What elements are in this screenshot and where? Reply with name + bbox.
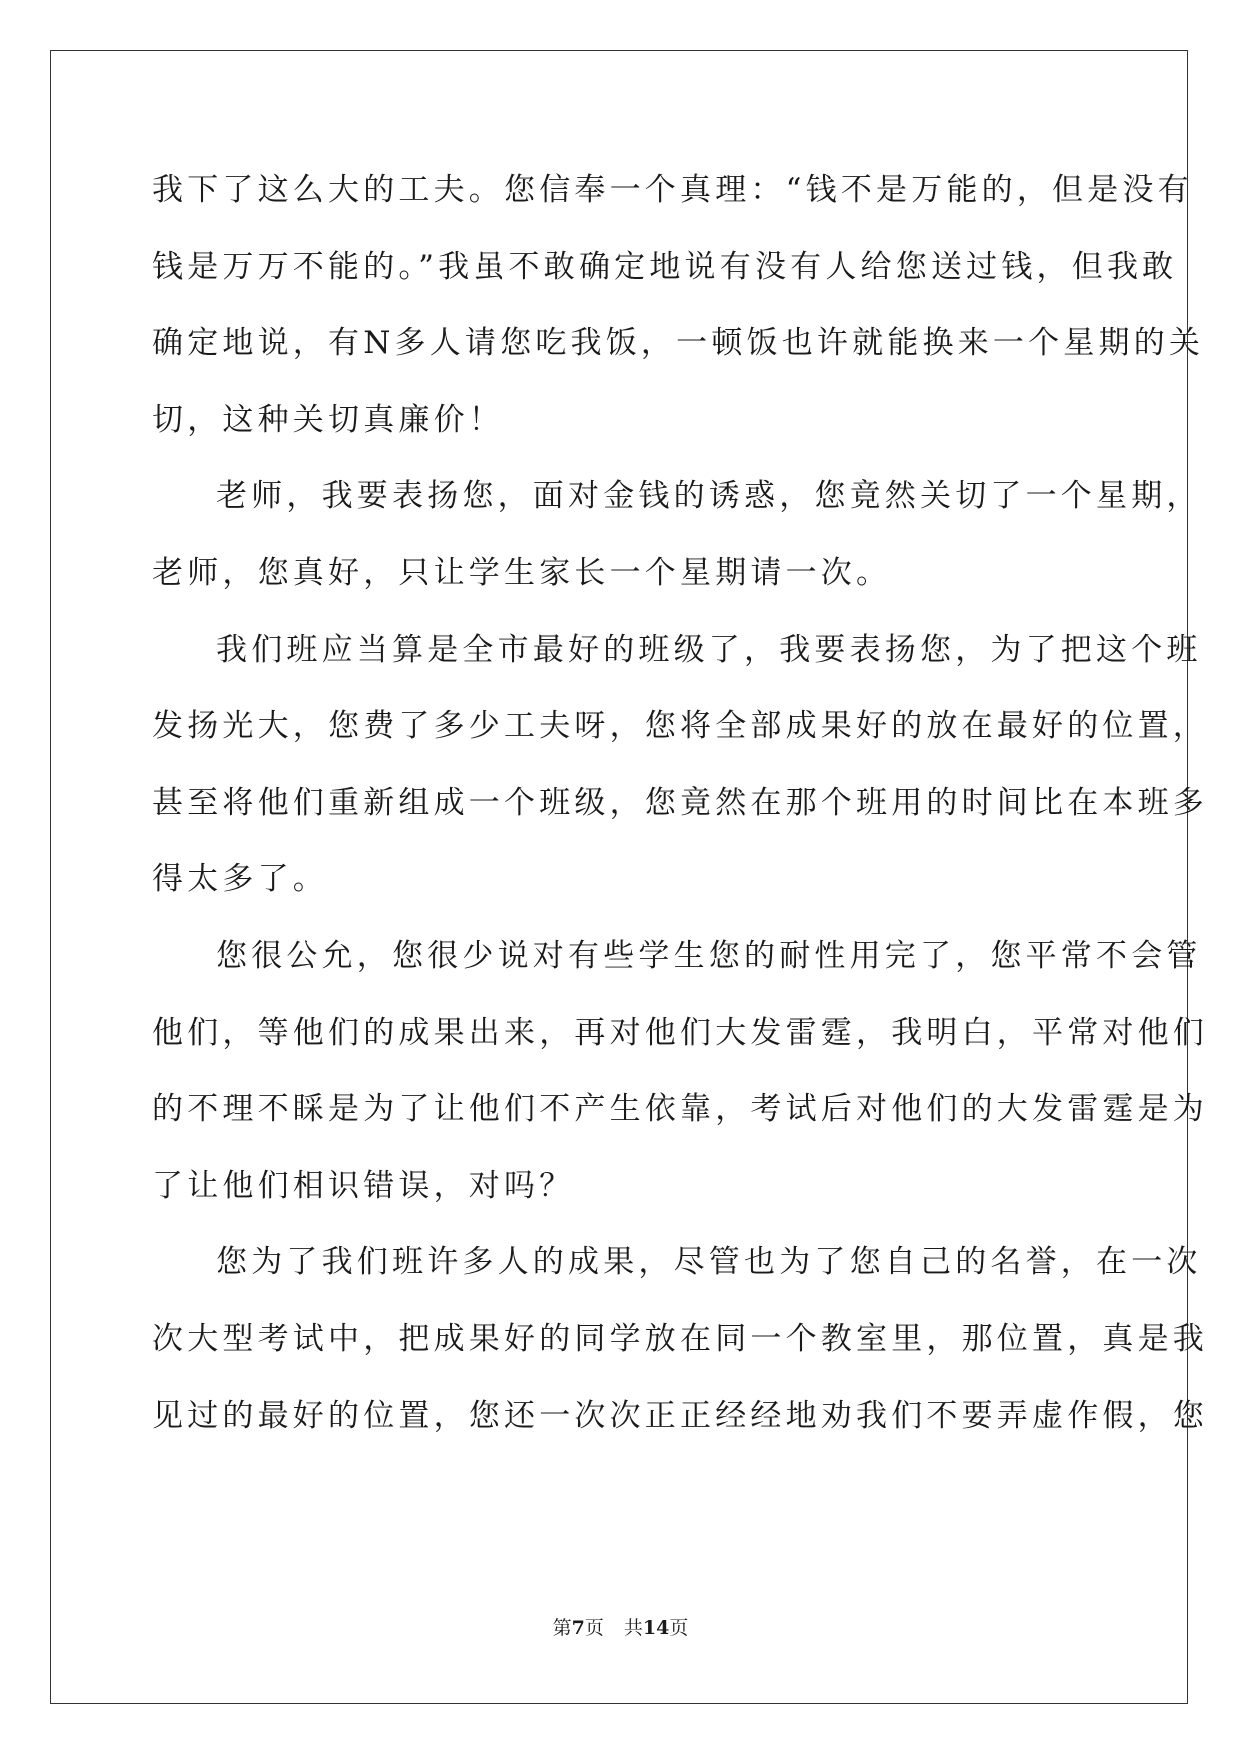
total-prefix: 共	[623, 1617, 643, 1639]
text-line: 得太多了。	[152, 861, 328, 898]
text-line: 见过的最好的位置，您还一次次正正经经地劝我们不要弄虚作假，您	[152, 1397, 1208, 1434]
page-footer	[0, 1616, 1241, 1640]
text-line: 发扬光大，您费了多少工夫呀，您将全部成果好的放在最好的位置，	[152, 708, 1208, 745]
paragraph-first-line: 您很公允，您很少说对有些学生您的耐性用完了，您平常不会管	[216, 937, 1202, 974]
text-line: 的不理不睬是为了让他们不产生依靠，考试后对他们的大发雷霆是为	[152, 1091, 1208, 1128]
page-suffix: 页	[584, 1617, 604, 1639]
page-prefix: 第	[552, 1617, 572, 1639]
text-line: 次大型考试中，把成果好的同学放在同一个教室里，那位置，真是我	[152, 1320, 1208, 1357]
text-line: 老师，您真好，只让学生家长一个星期请一次。	[152, 554, 892, 591]
paragraph-first-line: 老师，我要表扬您，面对金钱的诱惑，您竟然关切了一个星期，	[216, 478, 1202, 515]
text-line: 他们，等他们的成果出来，再对他们大发雷霆，我明白，平常对他们	[152, 1014, 1208, 1051]
document-body	[152, 168, 1208, 1470]
total-pages: 14	[642, 1617, 670, 1639]
text-line: 确定地说，有N多人请您吃我饭，一顿饭也许就能换来一个星期的关	[152, 325, 1205, 362]
text-line: 甚至将他们重新组成一个班级，您竟然在那个班用的时间比在本班多	[152, 784, 1208, 821]
text-line: 切，这种关切真廉价！	[152, 401, 504, 438]
text-line: 我下了这么大的工夫。您信奉一个真理：“钱不是万能的，但是没有	[152, 172, 1193, 208]
text-line: 了让他们相识错误，对吗？	[152, 1167, 575, 1204]
total-suffix: 页	[669, 1617, 689, 1639]
paragraph-first-line: 我们班应当算是全市最好的班级了，我要表扬您，为了把这个班	[216, 631, 1202, 668]
text-line: 钱是万万不能的。”我虽不敢确定地说有没有人给您送过钱，但我敢	[152, 248, 1178, 285]
paragraph-first-line: 您为了我们班许多人的成果，尽管也为了您自己的名誉，在一次	[216, 1244, 1202, 1281]
page-number: 7	[571, 1617, 585, 1639]
